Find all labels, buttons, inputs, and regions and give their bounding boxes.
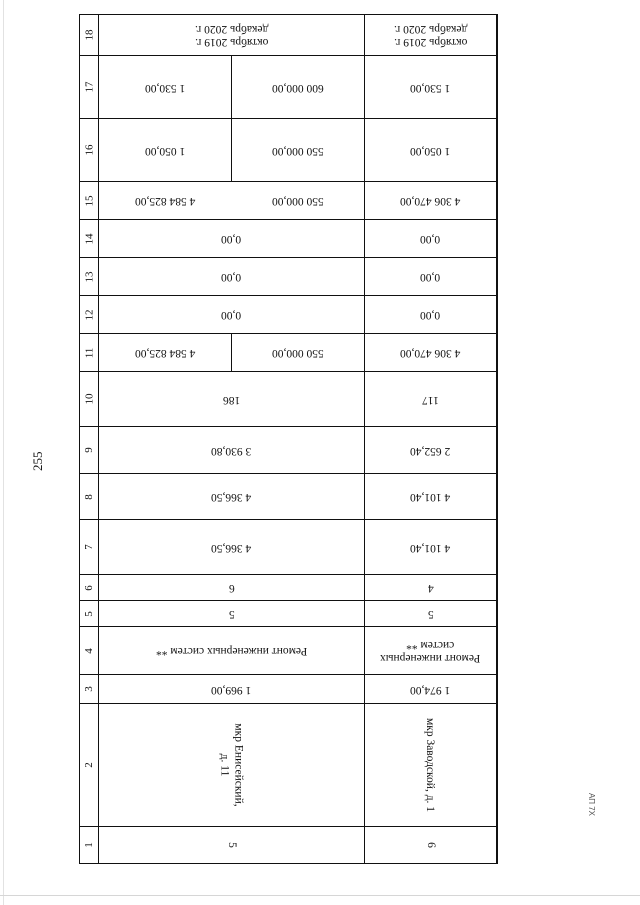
row5-col16-total: 1 050,00	[144, 144, 186, 157]
row6-col13: 0,00	[420, 271, 441, 283]
col-number-13: 13	[83, 271, 95, 282]
col-number-1: 1	[83, 842, 95, 848]
row5-col14: 0,00	[221, 233, 242, 245]
col-number-4: 4	[83, 647, 95, 654]
row6-work-type: Ремонт инженерных систем **	[380, 638, 481, 664]
row6-col16: 1 050,00	[410, 144, 451, 157]
row6-col10: 117	[422, 393, 439, 406]
row6-area: 1 974,00	[410, 683, 451, 696]
row5-address: мкр Енисейский, д. 11	[218, 723, 245, 807]
row6-number: 6	[424, 842, 437, 848]
row5-col10: 186	[222, 393, 241, 406]
col-number-16: 16	[83, 144, 95, 156]
col-number-12: 12	[83, 309, 95, 320]
row5-number: 5	[225, 842, 238, 848]
col-number-7: 7	[83, 544, 95, 550]
row5-col15-part: 550 000,00	[272, 195, 324, 207]
row5-col11-total: 4 584 825,00	[134, 347, 196, 359]
row5-col8: 4 366,50	[211, 491, 252, 503]
col-number-2: 2	[83, 762, 95, 768]
row6-col15: 4 306 470,00	[400, 195, 461, 207]
row6-col7: 4 101,40	[410, 541, 451, 554]
row5-col12: 0,00	[221, 309, 242, 321]
page-number: 255	[30, 451, 45, 471]
row5-col11-part: 550 000,00	[272, 347, 324, 359]
row6-col11: 4 306 470,00	[400, 347, 461, 359]
col-number-6: 6	[83, 584, 95, 591]
col-number-17: 17	[83, 81, 95, 93]
col-number-18: 18	[83, 29, 95, 41]
col-number-14: 14	[83, 233, 95, 244]
row6-period: октябрь 2019 г. декабрь 2020 г.	[393, 23, 468, 48]
row5-work-type: Ремонт инженерных систем **	[155, 645, 308, 657]
row6-col17: 1 530,00	[410, 81, 451, 94]
row6-col6: 4	[427, 582, 434, 594]
row6-address: мкр Заводской, д. 1	[424, 717, 437, 813]
row5-col7: 4 366,50	[211, 541, 252, 554]
col-number-8: 8	[83, 493, 95, 500]
col-number-3: 3	[83, 686, 95, 692]
row5-col17-part: 600 000,00	[272, 81, 324, 94]
row5-period: октябрь 2019 г. декабрь 2020 г.	[194, 23, 269, 48]
row5-col5: 5	[228, 608, 235, 620]
row5-col9: 3 930,80	[211, 444, 252, 457]
row5-area: 1 969,00	[211, 683, 252, 696]
row6-col9: 2 652,40	[410, 444, 451, 457]
row6-col12: 0,00	[420, 309, 441, 321]
archive-stamp: АП 7Х	[587, 792, 597, 817]
row6-col5: 5	[427, 608, 434, 620]
row5-col16-part: 550 000,00	[272, 144, 324, 157]
col-number-9: 9	[83, 447, 95, 453]
col-number-11: 11	[83, 347, 95, 358]
row5-col6: 6	[228, 582, 235, 594]
row5-col17-total: 1 530,00	[144, 81, 186, 94]
row5-col15-total: 4 584 825,00	[134, 195, 196, 207]
row5-col13: 0,00	[221, 271, 242, 283]
row6-col14: 0,00	[420, 233, 441, 245]
col-number-5: 5	[83, 610, 95, 617]
col-number-15: 15	[83, 195, 95, 206]
row6-col8: 4 101,40	[410, 491, 451, 503]
col-number-10: 10	[83, 393, 95, 405]
